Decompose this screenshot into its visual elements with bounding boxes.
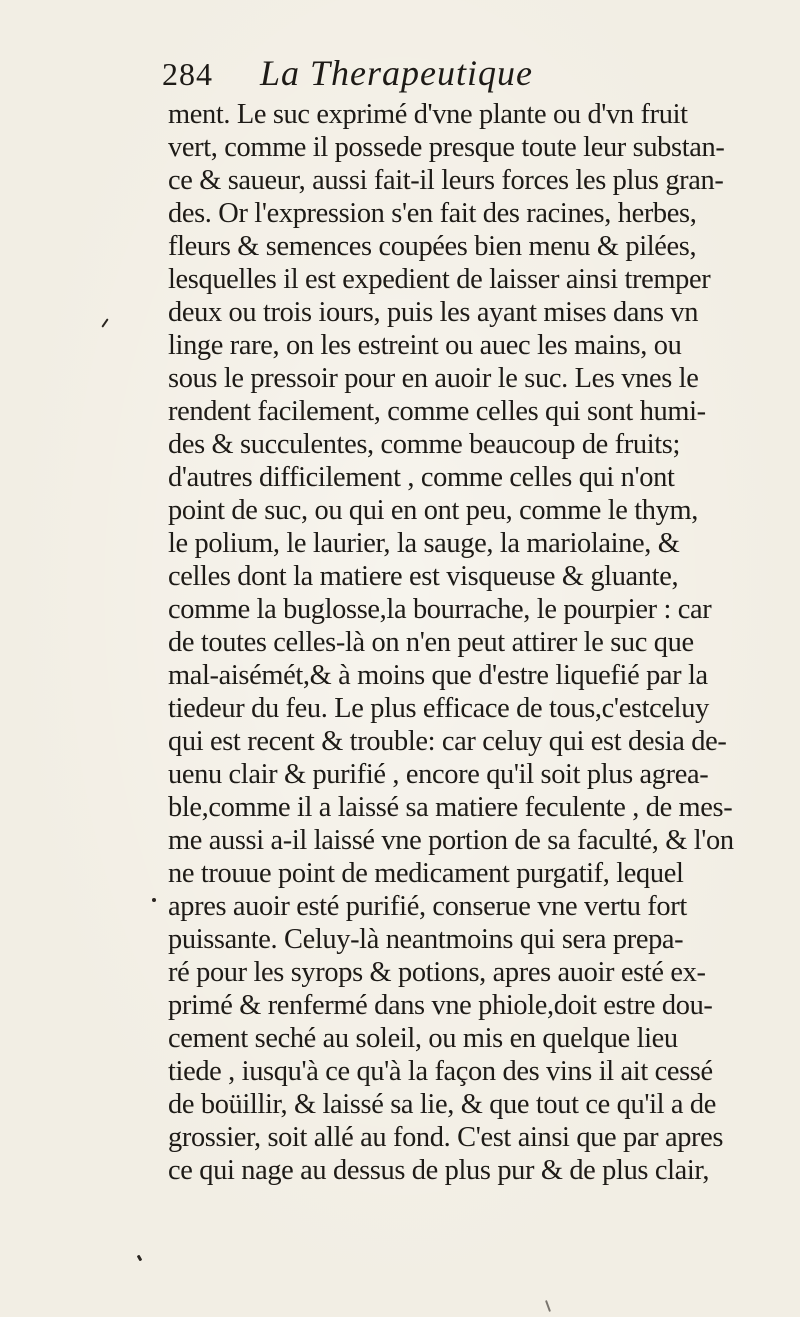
ink-mark — [101, 318, 108, 327]
text-line: tiedeur du feu. Le plus efficace de tous,c'estceluy — [168, 693, 709, 724]
text-line: tiede , iusqu'à ce qu'à la façon des vins il ait cessé — [168, 1056, 713, 1087]
text-line: sous le pressoir pour en auoir le suc. Les vnes le — [168, 363, 699, 394]
text-line: puissante. Celuy-là neantmoins qui sera prepa- — [168, 924, 684, 955]
text-line: linge rare, on les estreint ou auec les mains, ou — [168, 330, 682, 361]
text-line: deux ou trois iours, puis les ayant mises dans vn — [168, 297, 699, 328]
text-line: mal-aisémét,& à moins que d'estre liquefié par la — [168, 660, 708, 691]
ink-mark — [152, 898, 156, 902]
text-line: cement seché au soleil, ou mis en quelque lieu — [168, 1023, 678, 1054]
text-line: ne trouue point de medicament purgatif, lequel — [168, 858, 684, 889]
text-line: me aussi a-il laissé vne portion de sa faculté, & l'on — [168, 825, 734, 856]
text-line: ment. Le suc exprimé d'vne plante ou d'vn fruit — [168, 99, 688, 130]
text-line: ce qui nage au dessus de plus pur & de plus clair, — [168, 1155, 710, 1186]
text-line: d'autres difficilement , comme celles qui n'ont — [168, 462, 675, 493]
text-line: des. Or l'expression s'en fait des racines, herbes, — [168, 198, 697, 229]
page-header — [150, 52, 650, 96]
text-line: point de suc, ou qui en ont peu, comme le thym, — [168, 495, 698, 526]
text-line: de toutes celles-là on n'en peut attirer le suc que — [168, 627, 694, 658]
ink-mark — [545, 1300, 551, 1312]
text-line: primé & renfermé dans vne phiole,doit estre dou- — [168, 990, 713, 1021]
ink-mark — [137, 1255, 143, 1262]
text-line: celles dont la matiere est visqueuse & gluante, — [168, 561, 679, 592]
page-number: 284 — [162, 56, 213, 92]
text-line: lesquelles il est expedient de laisser ainsi tremper — [168, 264, 711, 295]
body-text — [168, 98, 768, 1187]
text-line: rendent facilement, comme celles qui sont humi- — [168, 396, 706, 427]
text-line: uenu clair & purifié , encore qu'il soit plus agrea- — [168, 759, 709, 790]
text-line: de boüillir, & laissé sa lie, & que tout ce qu'il a de — [168, 1089, 717, 1120]
text-line: des & succulentes, comme beaucoup de fruits; — [168, 429, 681, 460]
text-line: ré pour les syrops & potions, apres auoir esté ex- — [168, 957, 706, 988]
text-line: grossier, soit allé au fond. C'est ainsi que par apres — [168, 1122, 724, 1153]
text-line: ble,comme il a laissé sa matiere feculente , de mes- — [168, 792, 733, 823]
text-line: qui est recent & trouble: car celuy qui est desia de- — [168, 726, 727, 757]
text-line: fleurs & semences coupées bien menu & pilées, — [168, 231, 697, 262]
running-title: La Therapeutique — [260, 53, 533, 93]
text-line: le polium, le laurier, la sauge, la mariolaine, & — [168, 528, 680, 559]
text-line: comme la buglosse,la bourrache, le pourpier : car — [168, 594, 712, 625]
text-line: ce & saueur, aussi fait-il leurs forces les plus gran- — [168, 165, 724, 196]
text-line: apres auoir esté purifié, conserue vne vertu fort — [168, 891, 687, 922]
text-line: vert, comme il possede presque toute leur substan- — [168, 132, 725, 163]
